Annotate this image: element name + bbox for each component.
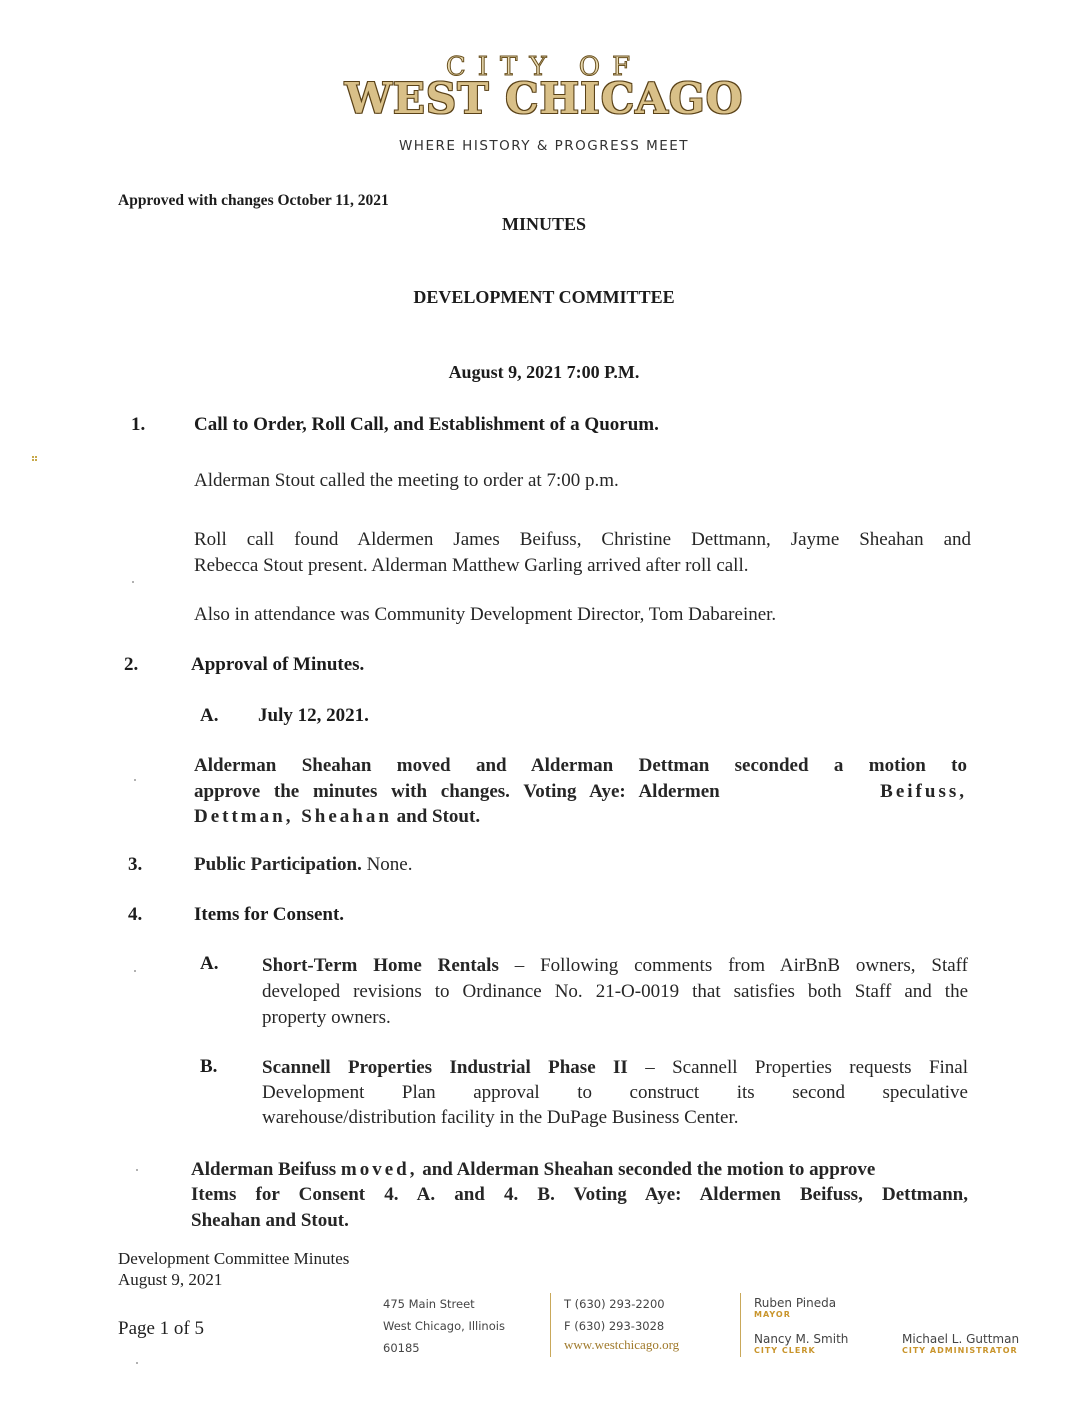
footer-address xyxy=(383,1293,505,1359)
address-zip: 60185 xyxy=(383,1341,420,1355)
section-4-motion-line-2: Items for Consent 4. A. and 4. B. Voting Aye: Aldermen Beifuss, Dettmann, xyxy=(191,1184,968,1205)
letterhead-city-of: CITY OF xyxy=(445,52,643,82)
mayor-role: MAYOR xyxy=(754,1310,791,1319)
section-1-number: 1. xyxy=(131,414,146,435)
section-2-item-a-label: A. xyxy=(200,705,219,726)
minutes-heading: MINUTES xyxy=(501,214,586,234)
footer-page-number: Page 1 of 5 xyxy=(118,1318,205,1339)
section-1-attendance: Also in attendance was Community Development Director, Tom Dabareiner. xyxy=(194,604,777,625)
motion-names: Dettman, Sheahan xyxy=(194,806,392,827)
section-4-item-a-line-3: property owners. xyxy=(262,1007,391,1028)
section-4-item-b-title: Scannell Properties Industrial Phase II xyxy=(262,1057,628,1078)
administrator-name: Michael L. Guttman xyxy=(902,1332,1020,1346)
meeting-date-heading: August 9, 2021 7:00 P.M. xyxy=(448,362,640,382)
section-4-item-a-line-1 xyxy=(262,953,968,979)
section-3-line xyxy=(194,852,412,878)
section-4-item-a-line-2: developed revisions to Ordinance No. 21-O-0019 that satisfies both Staff and the xyxy=(262,981,968,1002)
motion-moved: moved, xyxy=(340,1159,418,1180)
section-3-title: Public Participation. xyxy=(194,854,362,875)
section-1-roll-call-line-2: Rebecca Stout present. Alderman Matthew Garling arrived after roll call. xyxy=(194,555,749,576)
scan-speck xyxy=(134,779,136,781)
section-4-item-b-label: B. xyxy=(200,1056,218,1077)
fax: F (630) 293-3028 xyxy=(564,1319,665,1333)
section-4-number: 4. xyxy=(128,904,143,925)
footer-doc-title: Development Committee Minutes xyxy=(118,1249,350,1268)
scan-speck xyxy=(136,1169,138,1171)
section-4-motion-line-3: Sheahan and Stout. xyxy=(191,1210,349,1231)
section-3-text: None. xyxy=(361,854,413,875)
section-4-item-b-line-1 xyxy=(262,1055,968,1081)
scan-speck xyxy=(136,1362,138,1364)
address-city: West Chicago, Illinois xyxy=(383,1319,505,1333)
footer-doc-date: August 9, 2021 xyxy=(118,1270,223,1289)
section-2-motion-line-2 xyxy=(194,779,967,805)
motion-text-end: and Stout. xyxy=(391,806,481,827)
footer-administrator xyxy=(902,1332,1019,1355)
footer-divider xyxy=(550,1293,551,1357)
section-4-title: Items for Consent. xyxy=(194,904,345,925)
section-1-title: Call to Order, Roll Call, and Establishment of a Quorum. xyxy=(194,414,659,435)
website-link[interactable]: www.westchicago.org xyxy=(564,1337,680,1352)
section-2-item-a-title: July 12, 2021. xyxy=(258,705,369,726)
motion-name-beifuss: Beifuss, xyxy=(880,781,967,802)
section-3-number: 3. xyxy=(128,854,143,875)
section-1-roll-call-line-1: Roll call found Aldermen James Beifuss, Christine Dettmann, Jayme Sheahan and xyxy=(194,529,971,550)
section-4-item-b-line-3: warehouse/distribution facility in the DuPage Business Center. xyxy=(262,1107,739,1128)
address-street: 475 Main Street xyxy=(383,1297,475,1311)
section-4-motion-line-1 xyxy=(191,1157,875,1183)
approval-note: Approved with changes October 11, 2021 xyxy=(118,192,389,209)
footer-clerk xyxy=(754,1332,848,1355)
section-2-title: Approval of Minutes. xyxy=(191,654,365,675)
motion-text: approve the minutes with changes. Voting Aye: Aldermen xyxy=(194,781,720,802)
letterhead-city-name: WEST CHICAGO xyxy=(344,74,744,123)
phone: T (630) 293-2200 xyxy=(564,1297,665,1311)
mayor-name: Ruben Pineda xyxy=(754,1296,837,1310)
section-2-motion-line-1: Alderman Sheahan moved and Alderman Dettman seconded a motion to xyxy=(194,755,967,776)
motion-text-2: and Alderman Sheahan seconded the motion to approve xyxy=(417,1159,876,1180)
scan-speck xyxy=(132,581,134,583)
section-1-call-to-order: Alderman Stout called the meeting to order at 7:00 p.m. xyxy=(194,470,619,491)
administrator-role: CITY ADMINISTRATOR xyxy=(902,1346,1018,1355)
scan-speck xyxy=(134,970,136,972)
footer-mayor xyxy=(754,1296,836,1319)
section-2-number: 2. xyxy=(124,654,139,675)
footer-contact xyxy=(564,1293,665,1337)
section-4-item-a-text: – Following comments from AirBnB owners, Staff xyxy=(498,955,968,976)
letterhead-tagline: WHERE HISTORY & PROGRESS MEET xyxy=(398,138,690,154)
clerk-name: Nancy M. Smith xyxy=(754,1332,849,1346)
clerk-role: CITY CLERK xyxy=(754,1346,816,1355)
footer-divider xyxy=(740,1293,741,1357)
committee-heading: DEVELOPMENT COMMITTEE xyxy=(413,287,675,307)
motion-text: Alderman Beifuss xyxy=(191,1159,341,1180)
section-4-item-b-line-2: Development Plan approval to construct its second speculative xyxy=(262,1082,968,1103)
section-2-motion-line-3 xyxy=(194,804,480,830)
section-4-item-a-title: Short-Term Home Rentals xyxy=(262,955,499,976)
section-4-item-a-label: A. xyxy=(200,953,219,974)
margin-mark xyxy=(32,456,38,462)
section-4-item-b-text: – Scannell Properties requests Final xyxy=(627,1057,969,1078)
